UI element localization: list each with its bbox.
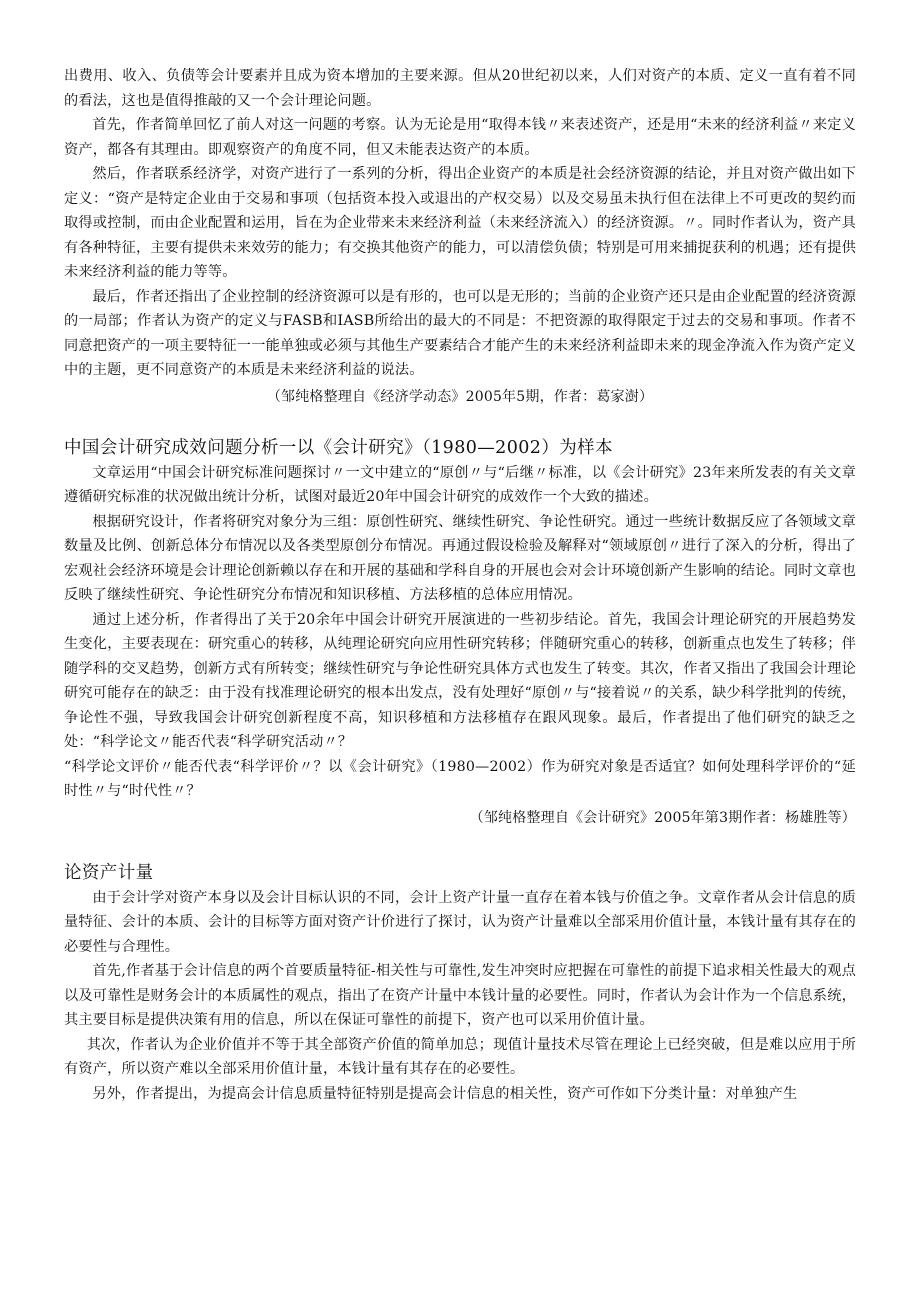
paragraph: 由于会计学对资产本身以及会计目标认识的不同，会计上资产计量一直存在着本钱与价值之争。文章作者从会计信息的质量特征、会计的本质、会计的目标等方面对资产计价进行了探讨，认为资产计量难以全部采用价值计量，本钱计量有其存在的必要性与合理性。 — [64, 889, 856, 955]
paragraph-continuation: “科学论文评价〃能否代表“科学评价〃？以《会计研究》（1980—2002）作为研究对象是否适宜？如何处理科学评价的“延时性〃与“时代性〃？ — [64, 758, 856, 799]
paragraph: 首先，作者简单回忆了前人对这一问题的考察。认为无论是用“取得本钱〃来表述资产，还是用“未来的经济利益〃来定义资产，都各有其理由。即观察资产的角度不同，但又未能表达资产的本质。 — [64, 117, 856, 158]
section-gap — [64, 409, 856, 435]
paragraph: 最后，作者还指出了企业控制的经济资源可以是有形的，也可以是无形的；当前的企业资产还只是由企业配置的经济资源的一局部；作者认为资产的定义与FASB和IASB所给出的最大的不同是：不把资源的取得限定于过去的交易和事项。作者不同意把资产的一项主要特征一一能单独或必须与其他生产要素结合才能产生的未来经济利益即未来的现金净流入作为资产定义中的主题，更不同意资产的本质是未来经济利益的说法。 — [64, 288, 856, 378]
paragraph: 首先,作者基于会计信息的两个首要质量特征-相关性与可靠性,发生冲突时应把握在可靠性的前提下追求相关性最大的观点以及可靠性是财务会计的本质属性的观点，指出了在资产计量中本钱计量的必要性。同时，作者认为会计作为一个信息系统，其主要目标是提供决策有用的信息，所以在保证可靠性的前提下，资产也可以采用价值计量。 — [64, 963, 856, 1028]
source-citation: （邹纯格整理自《会计研究》2005年第3期作者：杨雄胜等） — [469, 809, 856, 826]
paragraph: 另外，作者提出，为提高会计信息质量特征特别是提高会计信息的相关性，资产可作如下分类计量：对单独产生 — [92, 1085, 798, 1102]
paragraph: 根据研究设计，作者将研究对象分为三组：原创性研究、继续性研究、争论性研究。通过一些统计数据反应了各领域文章数量及比例、创新总体分布情况以及各类型原创分布情况。再通过假设检验及解释对“领域原创〃进行了深入的分析，得出了宏观社会经济环境是会计理论创新赖以存在和开展的基础和学科自身的开展也会对会计环境创新产生影响的结论。同时文章也反映了继续性研究、争论性研究分布情况和知识移植、方法移植的总体应用情况。 — [64, 513, 856, 603]
paragraph-continuation: 出费用、收入、负债等会计要素并且成为资本增加的主要来源。但从20世纪初以来，人们对资产的本质、定义一直有着不同的看法，这也是值得推敲的又一个会计理论问题。 — [64, 68, 856, 109]
section-gap — [64, 830, 856, 860]
paragraph: 其次，作者认为企业价值并不等于其全部资产价值的简单加总；现值计量技术尽管在理论上已经突破，但是难以应用于所有资产，所以资产难以全部采用价值计量，本钱计量有其存在的必要性。 — [64, 1036, 856, 1077]
source-citation: （邹纯格整理自《经济学动态》2005年5期，作者：葛家澍） — [266, 388, 654, 405]
paragraph: 通过上述分析，作者得出了关于20余年中国会计研究开展演进的一些初步结论。首先，我国会计理论研究的开展趋势发生变化，主要表现在：研究重心的转移，从纯理论研究向应用性研究转移；伴随研究重心的转移，创新重点也发生了转移；伴随学科的交叉趋势，创新方式有所转变；继续性研究与争论性研究具体方式也发生了转变。其次，作者又指出了我国会计理论研究可能存在的缺乏：由于没有找准理论研究的根本出发点，没有处理好“原创〃与“接着说〃的关系，缺少科学批判的传统，争论性不强，导致我国会计研究创新程度不高，知识移植和方法移植存在跟风现象。最后，作者提出了他们研究的缺乏之处：“科学论文〃能否代表“科学研究活动〃？ — [64, 611, 856, 750]
paragraph: 文章运用“中国会计研究标准问题探讨〃一文中建立的“原创〃与“后继〃标准，以《会计研究》23年来所发表的有关文章遵循研究标准的状况做出统计分析，试图对最近20年中国会计研究的成效作一个大致的描述。 — [64, 464, 856, 505]
section-title: 论资产计量 — [64, 862, 154, 883]
section-title: 中国会计研究成效问题分析一以《会计研究》（1980—2002）为样本 — [64, 437, 613, 458]
paragraph: 然后，作者联系经济学，对资产进行了一系列的分析，得出企业资产的本质是社会经济资源的结论，并且对资产做出如下定义：“资产是特定企业由于交易和事项（包括资本投入或退出的产权交易）以及交易虽未执行但在法律上不可更改的契约而取得或控制，而由企业配置和运用，旨在为企业带来未来经济利益（未来经济流入）的经济资源。〃。同时作者认为，资产具有各种特征，主要有提供未来效劳的能力；有交换其他资产的能力，可以清偿负债；特别是可用来捕捉获利的机遇；还有提供未来经济利益的能力等等。 — [64, 166, 856, 280]
